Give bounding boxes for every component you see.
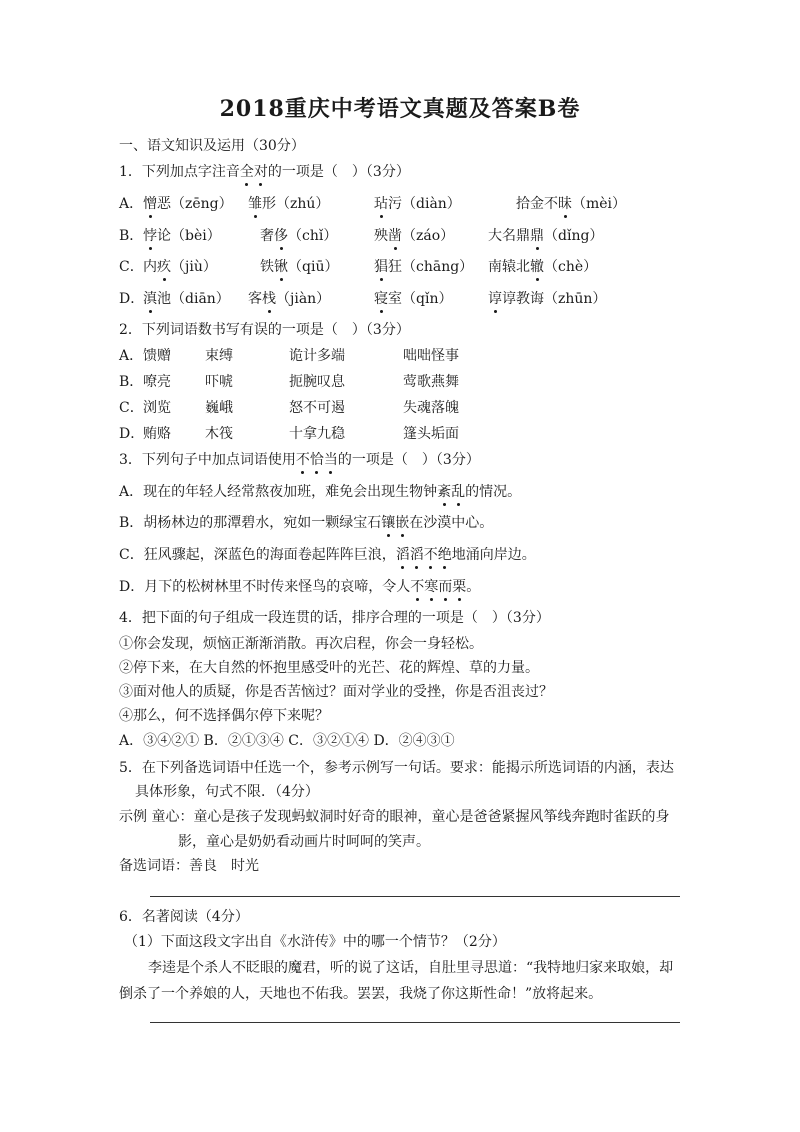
option-item: 寝室（qǐn） xyxy=(374,291,453,307)
question-3-option-c: C．狂风骤起，深蓝色的海面卷起阵阵巨浪，滔滔不绝地涌向岸边。 xyxy=(119,547,536,563)
option-label: C． xyxy=(119,400,144,416)
option-item: 奢侈（chǐ） xyxy=(260,228,338,244)
option-item: 拾金不昧（mèi） xyxy=(516,196,627,212)
option-word: 馈赠 xyxy=(143,348,171,364)
option-item: 客栈（jiàn） xyxy=(248,291,331,307)
question-1-stem: 1．下列加点字注音全对的一项是（ ）（3分） xyxy=(119,164,410,180)
question-5-example-cont: 影，童心是奶奶看动画片时呵呵的笑声。 xyxy=(178,834,430,850)
answer-line[interactable] xyxy=(150,1022,680,1023)
option-item: 殃凿（záo） xyxy=(374,228,455,244)
page-title: 2018重庆中考语文真题及答案B卷 xyxy=(219,96,581,122)
option-word: 束缚 xyxy=(205,348,233,364)
option-item: 谆谆教诲（zhūn） xyxy=(488,291,607,307)
option-item: 憎恶（zēng） xyxy=(143,196,233,212)
option-word: 浏览 xyxy=(143,400,171,416)
option-label: C． xyxy=(119,259,144,275)
option-word: 扼腕叹息 xyxy=(289,374,345,390)
option-word: 篷头垢面 xyxy=(403,426,459,442)
option-item: 铁锹（qiū） xyxy=(260,259,339,275)
option-word: 巍峨 xyxy=(205,400,233,416)
question-5-stem: 5．在下列备选词语中任选一个，参考示例写一句话。要求：能揭示所选词语的内涵，表达 xyxy=(119,760,674,776)
option-item: 悖论（bèi） xyxy=(143,228,221,244)
option-item: 猖狂（chāng） xyxy=(374,259,474,275)
question-4-sentence-3: ③面对他人的质疑，你是否苦恼过？面对学业的受挫，你是否沮丧过？ xyxy=(119,684,553,700)
option-item: 南辕北辙（chè） xyxy=(488,259,598,275)
option-word: 吓唬 xyxy=(205,374,233,390)
option-word: 贿赂 xyxy=(143,426,171,442)
option-label: B． xyxy=(119,228,144,244)
option-item: 大名鼎鼎（dǐng） xyxy=(488,228,604,244)
question-6-passage-cont: 倒杀了一个养娘的人，天地也不佑我。罢罢，我烧了你这斯性命！”放将起来。 xyxy=(119,986,603,1002)
question-3-option-d: D．月下的松树林里不时传来怪鸟的哀啼，令人不寒而栗。 xyxy=(119,579,481,595)
option-label: D． xyxy=(119,426,145,442)
option-label: A． xyxy=(119,196,144,212)
option-label: A． xyxy=(119,348,144,364)
question-3-option-a: A．现在的年轻人经常熬夜加班，难免会出现生物钟紊乱的情况。 xyxy=(119,484,522,500)
option-item: 内疚（jiù） xyxy=(143,259,217,275)
question-5-example: 示例 童心：童心是孩子发现蚂蚁洞时好奇的眼神，童心是爸爸紧握风筝线奔跑时雀跃的身 xyxy=(119,809,670,825)
question-4-sentence-1: ①你会发现，烦恼正渐渐消散。再次启程，你会一身轻松。 xyxy=(119,636,483,652)
option-word: 失魂落魄 xyxy=(403,400,459,416)
option-label: B． xyxy=(119,374,144,390)
question-5-stem-cont: 具体形象，句式不限．（4分） xyxy=(135,784,319,800)
question-6-sub-1: （1）下面这段文字出自《水浒传》中的哪一个情节？（2分） xyxy=(124,934,506,950)
question-4-options: A．③④②① B．②①③④ C．③②①④ D．②④③① xyxy=(119,733,455,749)
option-word: 莺歌燕舞 xyxy=(403,374,459,390)
option-word: 木筏 xyxy=(205,426,233,442)
option-item: 玷污（diàn） xyxy=(374,196,461,212)
option-word: 诡计多端 xyxy=(289,348,345,364)
option-word: 嘹亮 xyxy=(143,374,171,390)
option-label: D． xyxy=(119,291,145,307)
question-4-sentence-4: ④那么，何不选择偶尔停下来呢？ xyxy=(119,708,329,724)
question-4-sentence-2: ②停下来，在大自然的怀抱里感受叶的光芒、花的辉煌、草的力量。 xyxy=(119,660,539,676)
question-3-stem: 3．下列句子中加点词语使用不恰当的一项是（ ）（3分） xyxy=(119,452,480,468)
question-6-stem: 6．名著阅读（4分） xyxy=(119,909,249,925)
option-word: 咄咄怪事 xyxy=(403,348,459,364)
question-6-passage: 李逵是个杀人不眨眼的魔君，听的说了这话，自肚里寻思道：“我特地归家来取娘，却 xyxy=(148,960,674,976)
question-3-option-b: B．胡杨林边的那潭碧水，宛如一颗绿宝石镶嵌在沙漠中心。 xyxy=(119,515,494,531)
section-heading: 一、语文知识及运用（30分） xyxy=(119,138,305,154)
option-word: 怒不可遏 xyxy=(289,400,345,416)
option-item: 雏形（zhú） xyxy=(248,196,330,212)
question-4-stem: 4．把下面的句子组成一段连贯的话，排序合理的一项是（ ）（3分） xyxy=(119,610,550,626)
question-5-words: 备选词语：善良 时光 xyxy=(119,858,259,874)
answer-line[interactable] xyxy=(150,896,680,897)
option-word: 十拿九稳 xyxy=(289,426,345,442)
option-item: 滇池（diān） xyxy=(143,291,230,307)
question-2-stem: 2．下列词语数书写有误的一项是（ ）（3分） xyxy=(119,322,410,338)
